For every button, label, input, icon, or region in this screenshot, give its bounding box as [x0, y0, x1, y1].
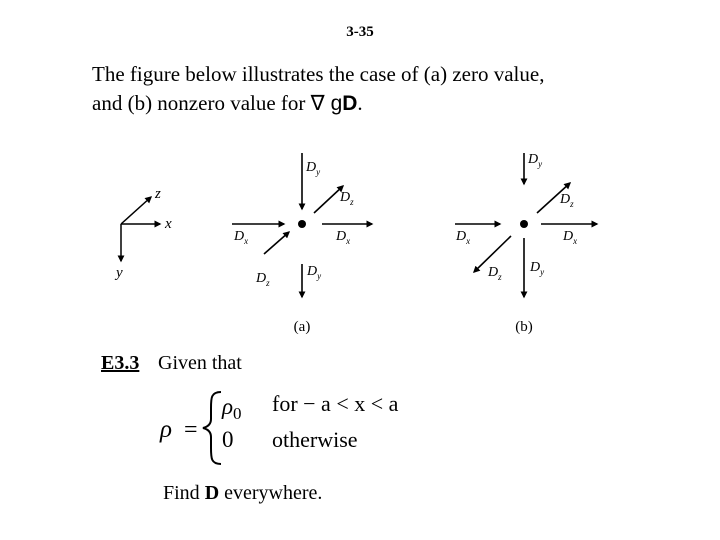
panel-a-caption: (a) — [293, 319, 311, 335]
page-number: 3-35 — [346, 24, 374, 40]
charge-density-equation — [150, 388, 450, 468]
panel-a — [232, 153, 372, 335]
panel-b-point — [520, 220, 528, 228]
find-instruction — [163, 482, 322, 505]
coordinate-axes — [114, 186, 172, 281]
panel-b-dz-bottom-label: $D_z$ — [488, 265, 502, 282]
intro-line-2-suffix: . — [357, 91, 363, 115]
example-label: E3.3 — [101, 352, 140, 374]
panel-a-dz-bottom-arrow — [264, 232, 289, 254]
z-axis-label: z — [155, 186, 161, 202]
find-prefix: Find — [163, 482, 205, 504]
nabla-operator: g — [330, 92, 343, 115]
panel-a-dz-top-arrow — [314, 186, 343, 213]
flux-figure — [0, 140, 720, 340]
example-text: Given that — [158, 352, 242, 374]
x-axis-label: x — [165, 216, 172, 232]
rho-symbol: ρ — [160, 416, 172, 443]
case2-value: 0 — [222, 427, 234, 452]
panel-a-dy-bottom-label: $D_y$ — [307, 264, 322, 281]
equals-sign: = — [184, 417, 198, 443]
panel-b-dy-bottom-label: $D_y$ — [530, 260, 545, 277]
intro-line-2-prefix: and (b) nonzero value for — [92, 91, 311, 115]
panel-b-caption: (b) — [515, 319, 533, 335]
nabla-vector: D — [342, 92, 358, 115]
panel-a-dz-top-label: $D_z$ — [340, 190, 354, 207]
find-suffix: everywhere. — [219, 482, 323, 504]
y-axis-label: y — [116, 265, 123, 281]
panel-a-dy-top-label: $D_y$ — [306, 160, 321, 177]
nabla-symbol: ∇ — [310, 92, 325, 115]
panel-b — [455, 152, 597, 335]
intro-line-1: The figure below illustrates the case of (a) zero value, — [92, 62, 545, 86]
panel-a-point — [298, 220, 306, 228]
find-vector: D — [204, 482, 220, 504]
piecewise-brace — [203, 392, 221, 464]
panel-b-dz-top-label: $D_z$ — [560, 192, 574, 209]
panel-b-dy-top-label: $D_y$ — [528, 152, 543, 169]
case1-condition: for − a < x < a — [272, 391, 399, 416]
case1-value: $\rho_0$ — [222, 394, 242, 423]
divergence-expression — [311, 92, 358, 115]
intro-line-2 — [92, 91, 363, 116]
panel-a-dz-bottom-label: $D_z$ — [256, 271, 270, 288]
case2-condition: otherwise — [272, 427, 358, 452]
panel-b-dx-left-label: $D_x$ — [456, 229, 471, 246]
panel-a-dx-right-label: $D_x$ — [336, 229, 351, 246]
z-axis — [121, 197, 151, 224]
panel-a-dx-left-label: $D_x$ — [234, 229, 249, 246]
panel-b-dx-right-label: $D_x$ — [563, 229, 578, 246]
